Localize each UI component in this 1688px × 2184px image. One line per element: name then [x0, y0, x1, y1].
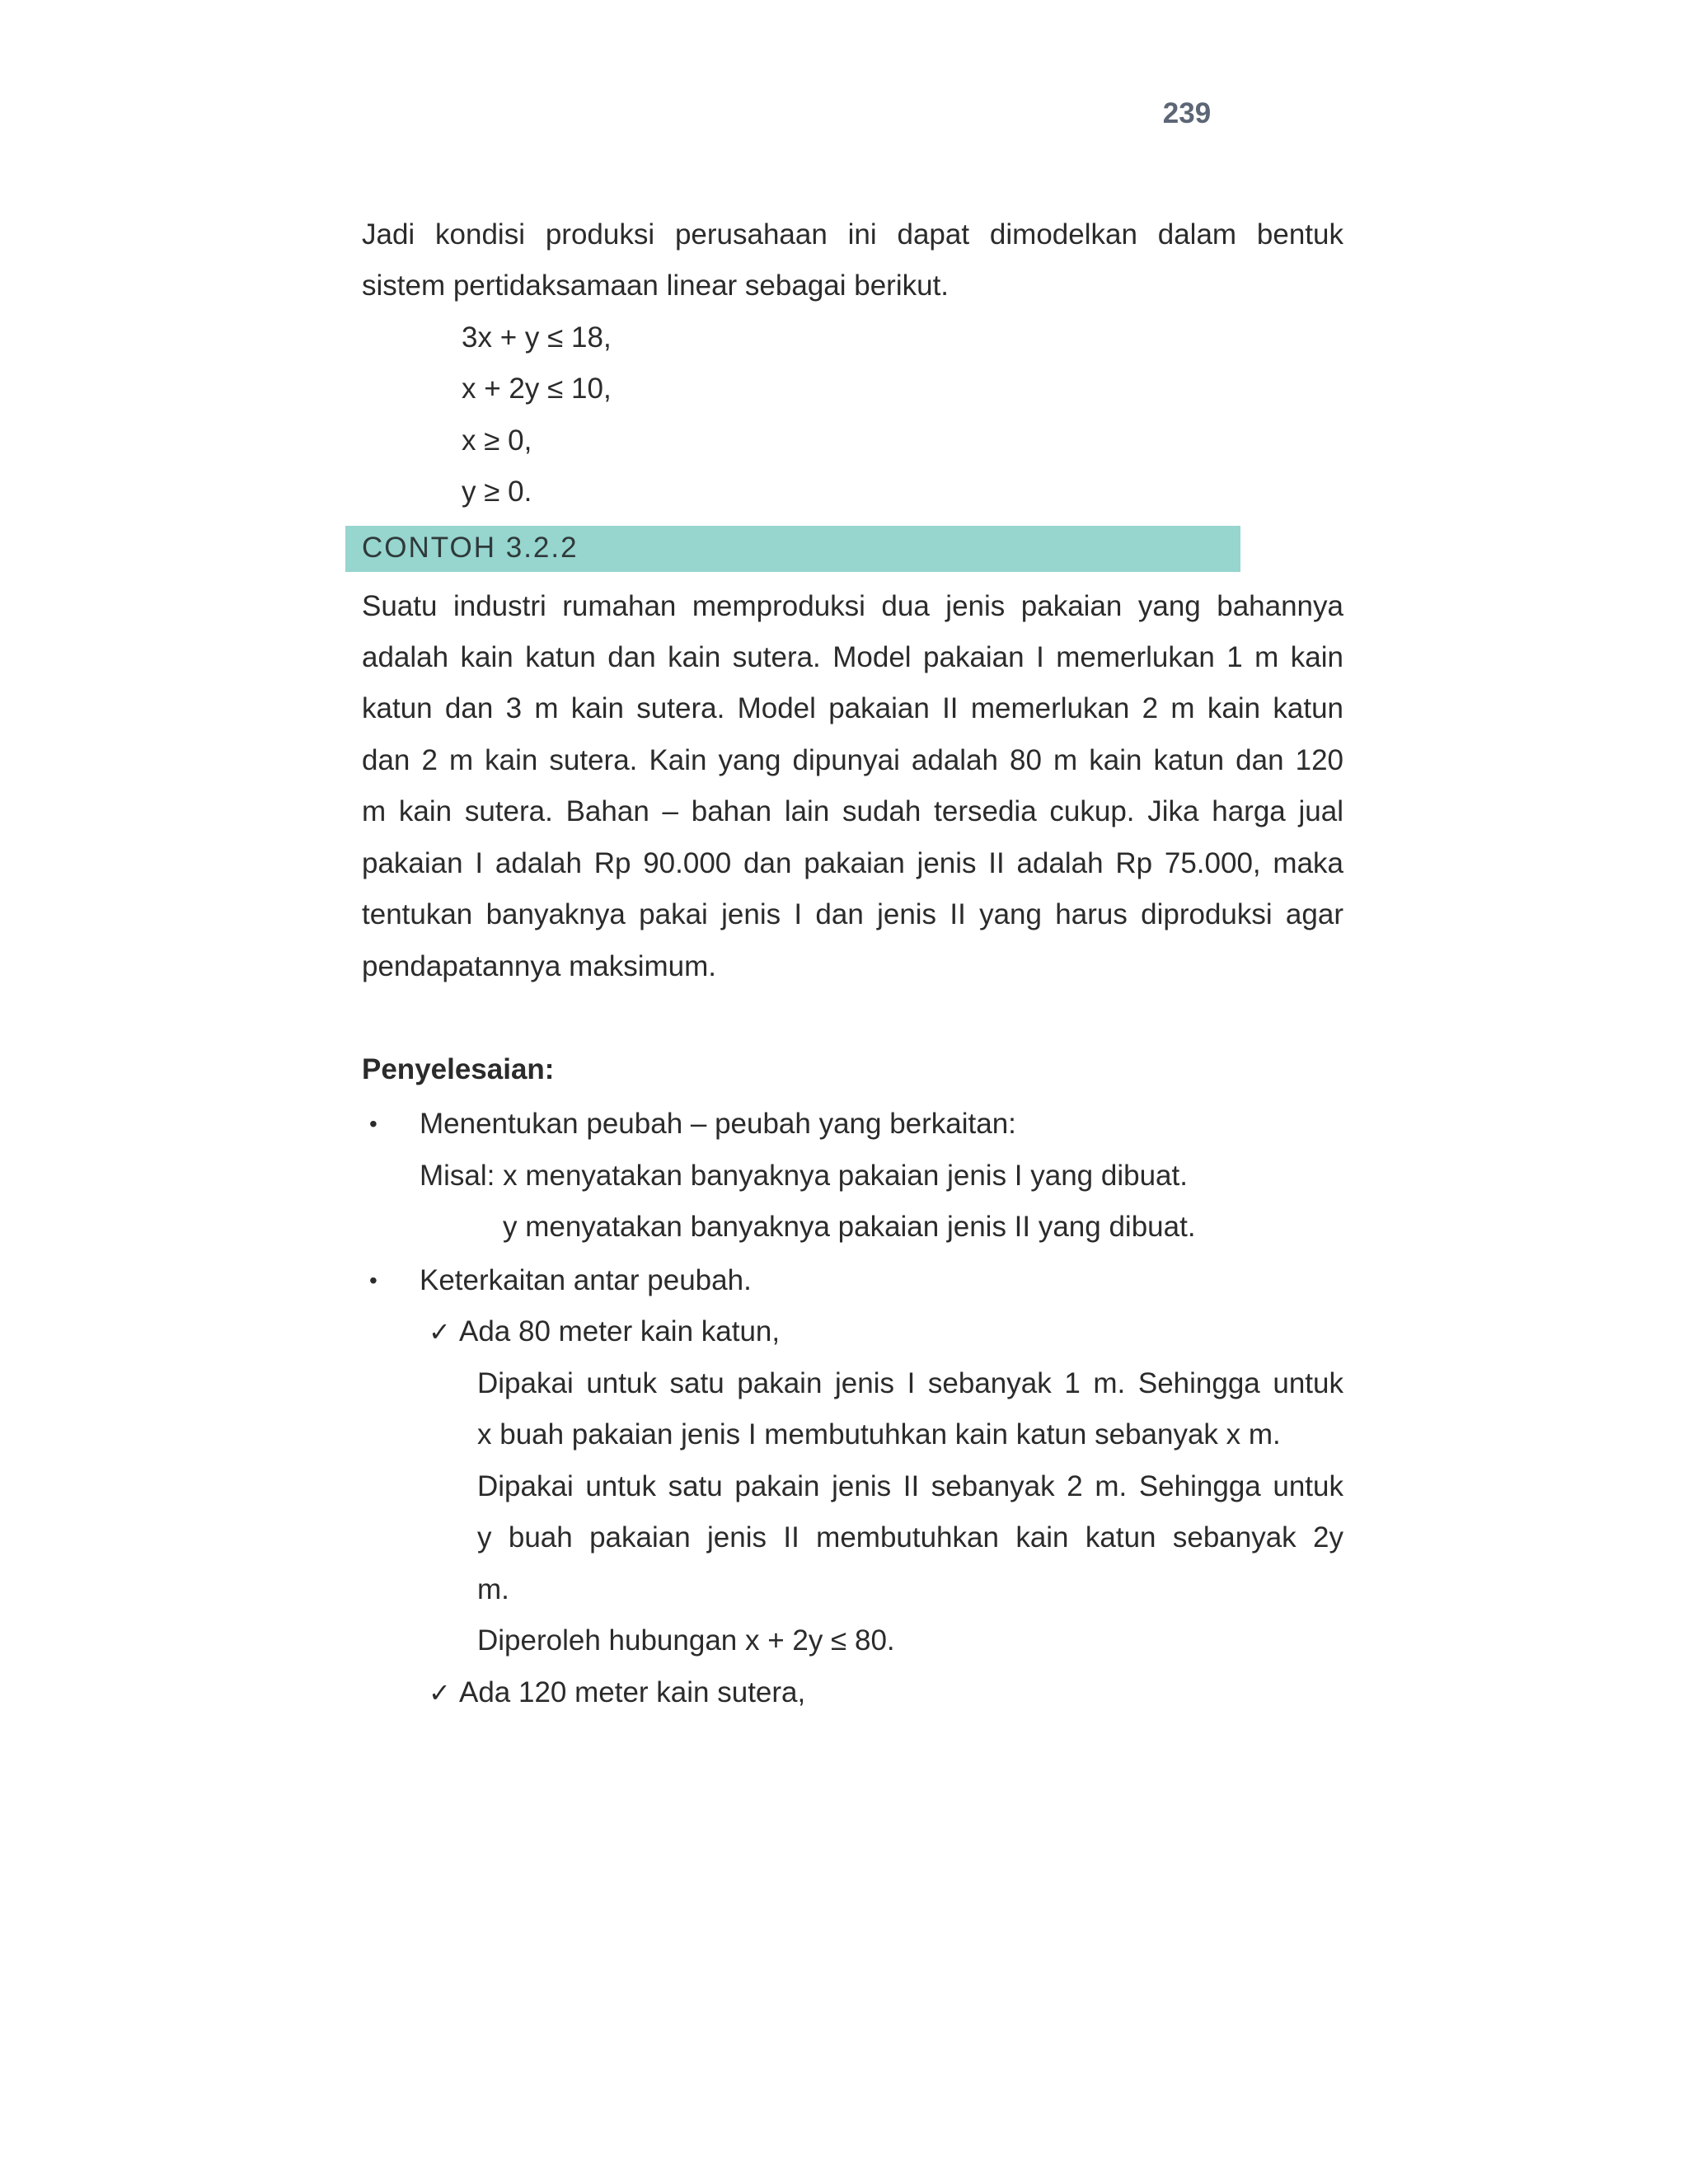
example-line: katun dan 3 m kain sutera. Model pakaian II memerlukan 2 m kain katun — [362, 692, 1343, 724]
bullet-dot: • — [369, 1268, 377, 1293]
intro-line: sistem pertidaksamaan linear sebagai berikut. — [362, 269, 950, 302]
check-item-text: Ada 120 meter kain sutera, — [459, 1676, 806, 1708]
relation-line: Diperoleh hubungan x + 2y ≤ 80. — [477, 1624, 895, 1657]
checkmark-icon: ✓ — [429, 1317, 451, 1347]
bullet-text: Keterkaitan antar peubah. — [420, 1264, 752, 1296]
bullet-text: Menentukan peubah – peubah yang berkaitan: — [420, 1108, 1016, 1140]
detail-line: y buah pakaian jenis II membutuhkan kain katun sebanyak 2y — [477, 1521, 1343, 1554]
inequality: 3x + y ≤ 18, — [462, 321, 612, 354]
example-line: adalah kain katun dan kain sutera. Model pakaian I memerlukan 1 m kain — [362, 641, 1343, 673]
inequality: y ≥ 0. — [462, 476, 532, 508]
detail-line: Dipakai untuk satu pakain jenis I sebanyak 1 m. Sehingga untuk — [477, 1367, 1343, 1399]
example-line: dan 2 m kain sutera. Kain yang dipunyai adalah 80 m kain katun dan 120 — [362, 744, 1343, 776]
example-line: m kain sutera. Bahan – bahan lain sudah tersedia cukup. Jika harga jual — [362, 795, 1343, 827]
example-label: CONTOH 3.2.2 — [362, 532, 579, 564]
check-item-text: Ada 80 meter kain katun, — [459, 1315, 781, 1347]
checkmark-icon: ✓ — [429, 1678, 451, 1708]
intro-line: Jadi kondisi produksi perusahaan ini dapat dimodelkan dalam bentuk — [362, 218, 1343, 251]
inequality: x ≥ 0, — [462, 424, 532, 457]
inequality: x + 2y ≤ 10, — [462, 373, 612, 405]
detail-line: Dipakai untuk satu pakain jenis II sebanyak 2 m. Sehingga untuk — [477, 1470, 1343, 1502]
example-line: pendapatannya maksimum. — [362, 950, 716, 982]
example-line: tentukan banyaknya pakai jenis I dan jenis II yang harus diproduksi agar — [362, 898, 1343, 930]
bullet-dot: • — [369, 1111, 377, 1137]
variable-definition: Misal: x menyatakan banyaknya pakaian jenis I yang dibuat. — [420, 1160, 1188, 1192]
variable-definition: y menyatakan banyaknya pakaian jenis II yang dibuat. — [503, 1211, 1196, 1243]
example-line: pakaian I adalah Rp 90.000 dan pakaian jenis II adalah Rp 75.000, maka — [362, 847, 1343, 879]
example-line: Suatu industri rumahan memproduksi dua jenis pakaian yang bahannya — [362, 590, 1343, 622]
detail-line: m. — [477, 1573, 509, 1605]
detail-line: x buah pakaian jenis I membutuhkan kain katun sebanyak x m. — [477, 1418, 1281, 1451]
page-number: 239 — [1162, 97, 1212, 129]
solution-title: Penyelesaian: — [362, 1053, 555, 1085]
